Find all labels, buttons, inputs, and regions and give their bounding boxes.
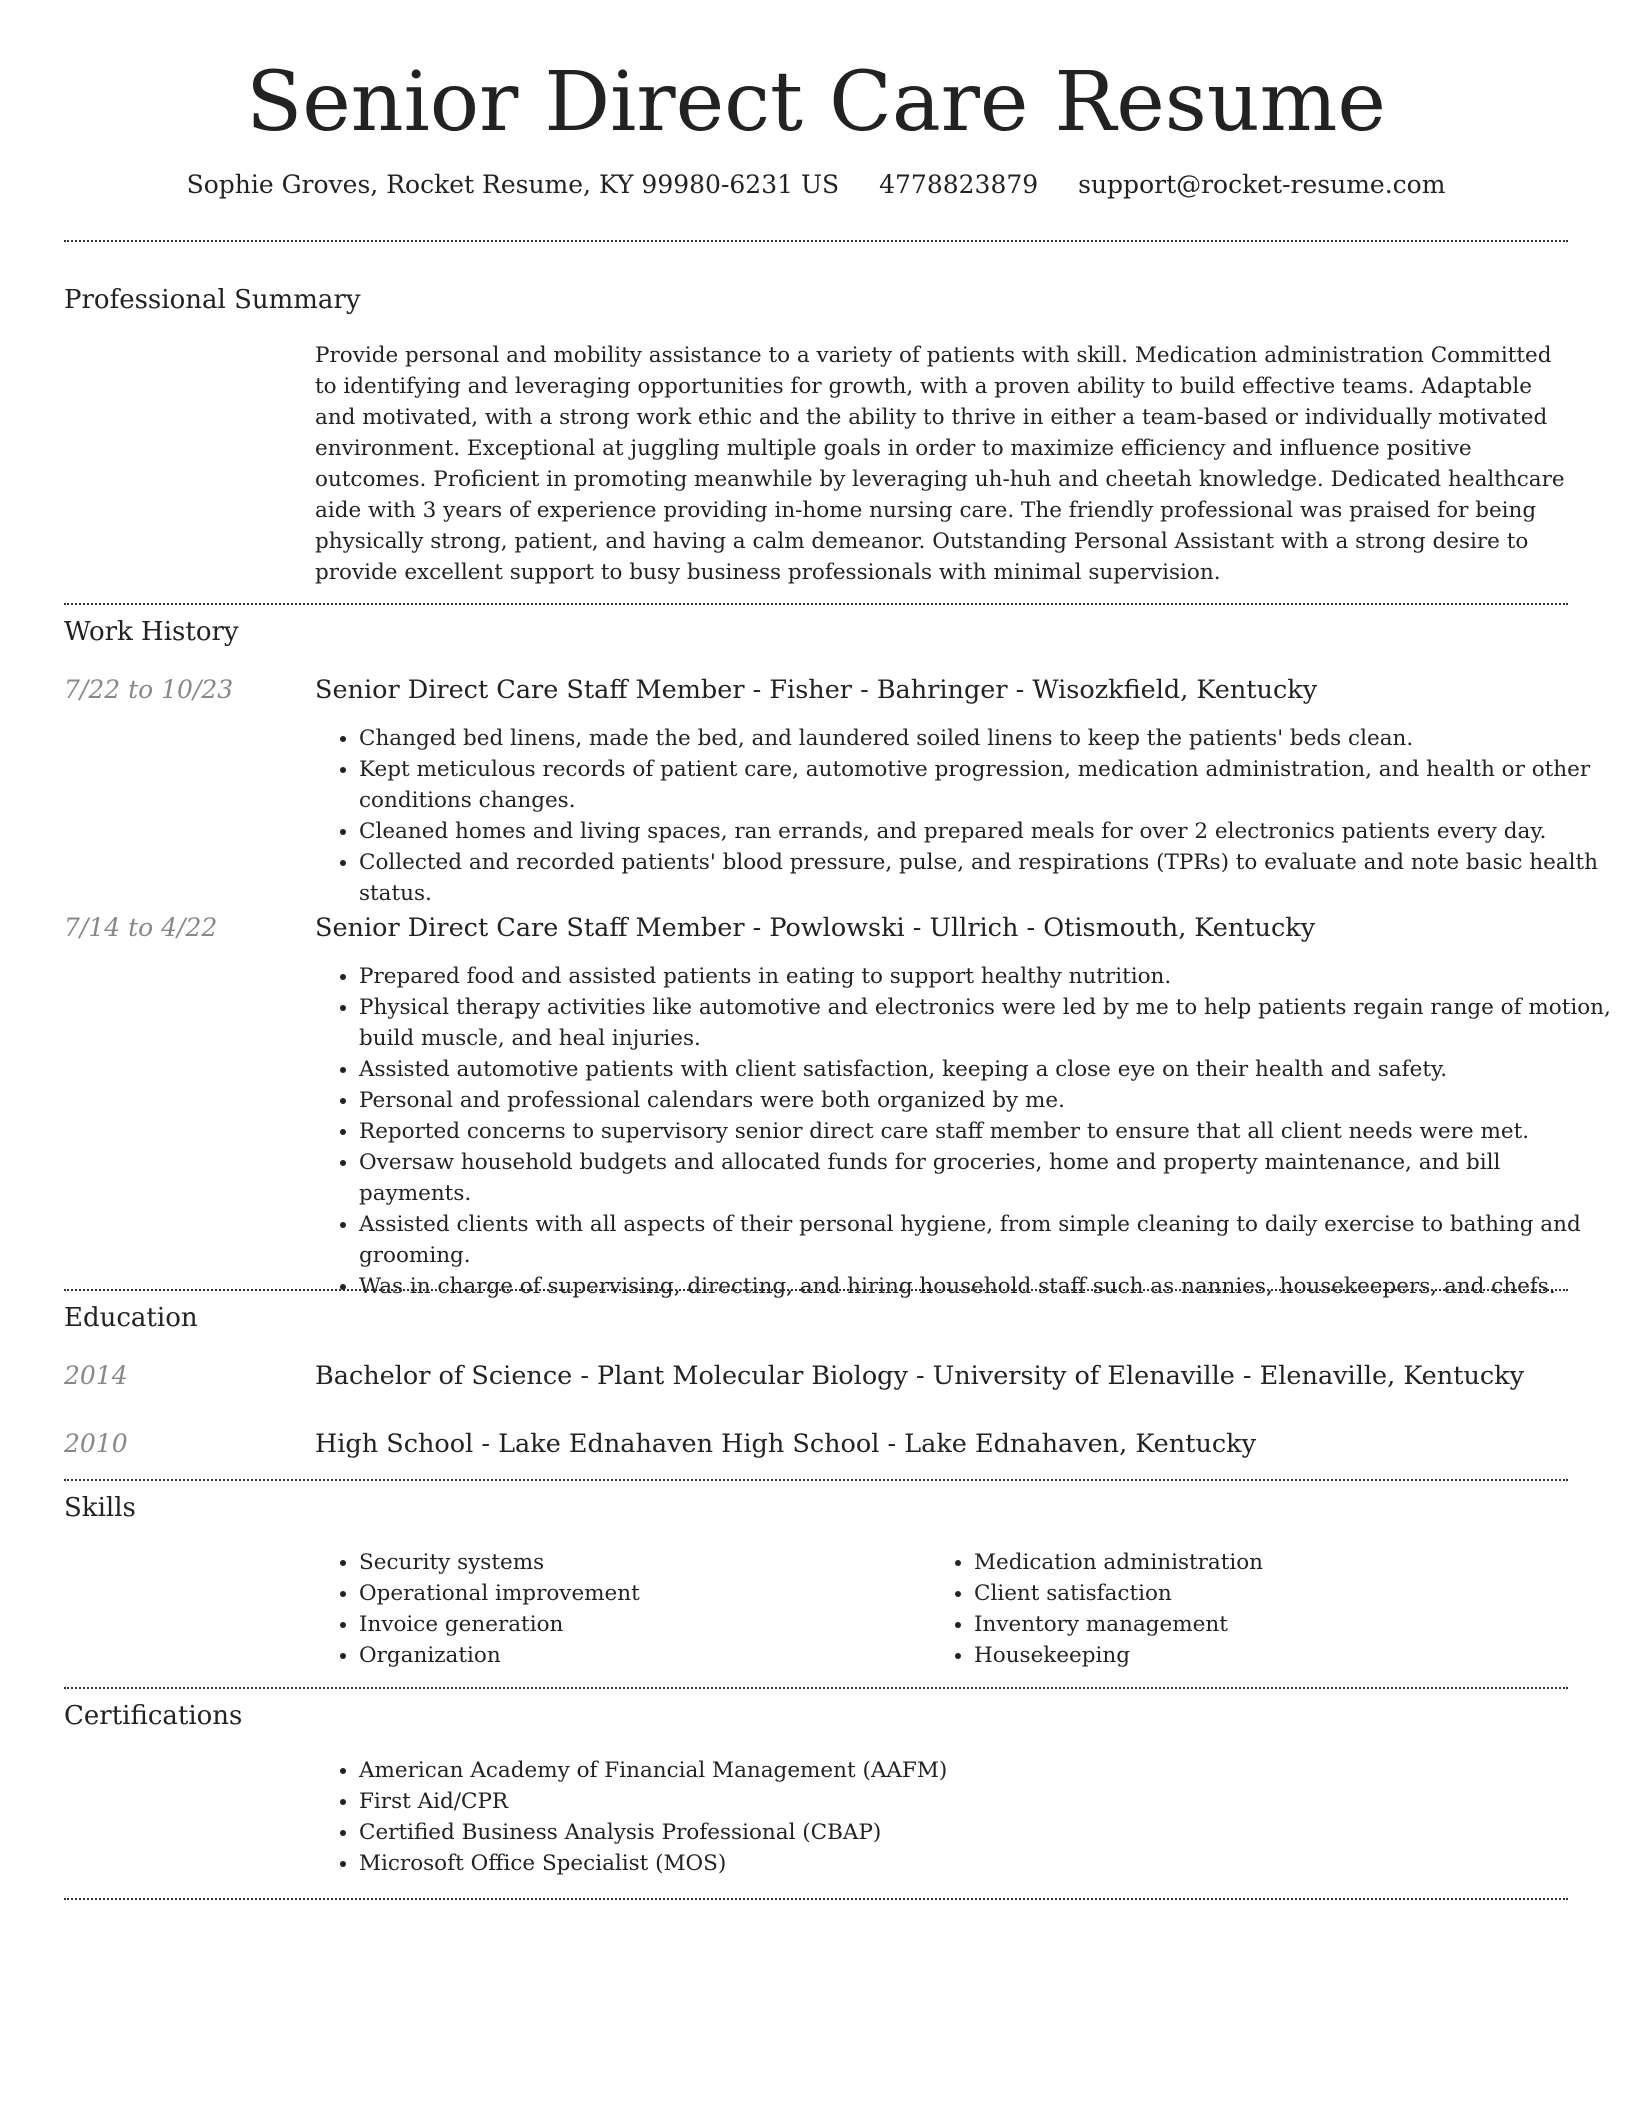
list-item: • Housekeeping	[974, 1640, 1534, 1671]
work-history-heading: Work History	[64, 617, 239, 647]
list-item: • First Aid/CPR	[359, 1786, 1614, 1817]
contact-address: Sophie Groves, Rocket Resume, KY 99980-6231 US	[186, 170, 840, 199]
summary-heading: Professional Summary	[64, 285, 361, 315]
list-item: • Was in charge of supervising, directing, and hiring household staff such as nannies, housekeepers, and chefs.	[359, 1271, 1614, 1302]
list-item: • Assisted automotive patients with client satisfaction, keeping a close eye on their health and safety.	[359, 1054, 1614, 1085]
contact-line	[0, 168, 1632, 202]
list-item: • Certified Business Analysis Professional (CBAP)	[359, 1817, 1614, 1848]
job-title: Senior Direct Care Staff Member - Fisher - Bahringer - Wisozkfield, Kentucky	[315, 675, 1318, 705]
list-item: • Client satisfaction	[974, 1578, 1534, 1609]
job-bullets	[315, 723, 1614, 909]
job-dates: 7/14 to 4/22	[64, 913, 218, 942]
education-heading: Education	[64, 1303, 198, 1333]
divider	[64, 240, 1568, 242]
list-item: • Cleaned homes and living spaces, ran errands, and prepared meals for over 2 electronics patients every day.	[359, 816, 1614, 847]
divider	[64, 1289, 1568, 1291]
list-item: • Personal and professional calendars were both organized by me.	[359, 1085, 1614, 1116]
summary-text: Provide personal and mobility assistance to a variety of patients with skill. Medication administration Committed to identifying and leveraging opportunities for growth, with a proven ability to build effective teams. Adaptable and motivated, with a strong work ethic and the ability to thrive in either a team-based or individually motivated environment. Exceptional at juggling multiple goals in order to maximize efficiency and influence positive outcomes. Proficient in promoting meanwhile by leveraging uh-huh and cheetah knowledge. Dedicated healthcare aide with 3 years of experience providing in-home nursing care. The friendly professional was praised for being physically strong, patient, and having a calm demeanor. Outstanding Personal Assistant with a strong desire to provide excellent support to busy business professionals with minimal supervision.	[315, 343, 1565, 585]
list-item: • Kept meticulous records of patient care, automotive progression, medication administration, and health or other conditions changes.	[359, 754, 1614, 816]
skills-heading: Skills	[64, 1493, 136, 1523]
list-item: • Invoice generation	[359, 1609, 919, 1640]
list-item: • Collected and recorded patients' blood pressure, pulse, and respirations (TPRs) to evaluate and note basic health status.	[359, 847, 1614, 909]
list-item: • Inventory management	[974, 1609, 1534, 1640]
education-year: 2010	[64, 1429, 128, 1458]
list-item: • Changed bed linens, made the bed, and laundered soiled linens to keep the patients' beds clean.	[359, 723, 1614, 754]
certifications-list	[315, 1755, 1614, 1879]
certifications-heading: Certifications	[64, 1701, 243, 1731]
job-dates: 7/22 to 10/23	[64, 675, 234, 704]
list-item: • Oversaw household budgets and allocated funds for groceries, home and property maintenance, and bill payments.	[359, 1147, 1614, 1209]
education-entry: High School - Lake Ednahaven High School - Lake Ednahaven, Kentucky	[315, 1429, 1257, 1459]
divider	[64, 1687, 1568, 1689]
divider	[64, 1479, 1568, 1481]
list-item: • Organization	[359, 1640, 919, 1671]
list-item: • Assisted clients with all aspects of their personal hygiene, from simple cleaning to daily exercise to bathing and grooming.	[359, 1209, 1614, 1271]
list-item: • Reported concerns to supervisory senior direct care staff member to ensure that all client needs were met.	[359, 1116, 1614, 1147]
list-item: • American Academy of Financial Management (AAFM)	[359, 1755, 1614, 1786]
list-item: • Medication administration	[974, 1547, 1534, 1578]
education-year: 2014	[64, 1361, 128, 1390]
job-title: Senior Direct Care Staff Member - Powlowski - Ullrich - Otismouth, Kentucky	[315, 913, 1316, 943]
list-item: • Physical therapy activities like automotive and electronics were led by me to help patients regain range of motion, build muscle, and heal injuries.	[359, 992, 1614, 1054]
skills-list-left	[315, 1547, 919, 1671]
skills-list-right	[930, 1547, 1534, 1671]
list-item: • Prepared food and assisted patients in eating to support healthy nutrition.	[359, 961, 1614, 992]
list-item: • Microsoft Office Specialist (MOS)	[359, 1848, 1614, 1879]
contact-phone: 4778823879	[879, 170, 1039, 199]
education-entry: Bachelor of Science - Plant Molecular Biology - University of Elenaville - Elenaville, Kentucky	[315, 1361, 1525, 1391]
job-bullets	[315, 961, 1614, 1302]
list-item: • Operational improvement	[359, 1578, 919, 1609]
list-item: • Security systems	[359, 1547, 919, 1578]
divider	[64, 603, 1568, 605]
contact-email: support@rocket-resume.com	[1078, 170, 1446, 199]
resume-title: Senior Direct Care Resume	[246, 55, 1386, 150]
divider	[64, 1898, 1568, 1900]
